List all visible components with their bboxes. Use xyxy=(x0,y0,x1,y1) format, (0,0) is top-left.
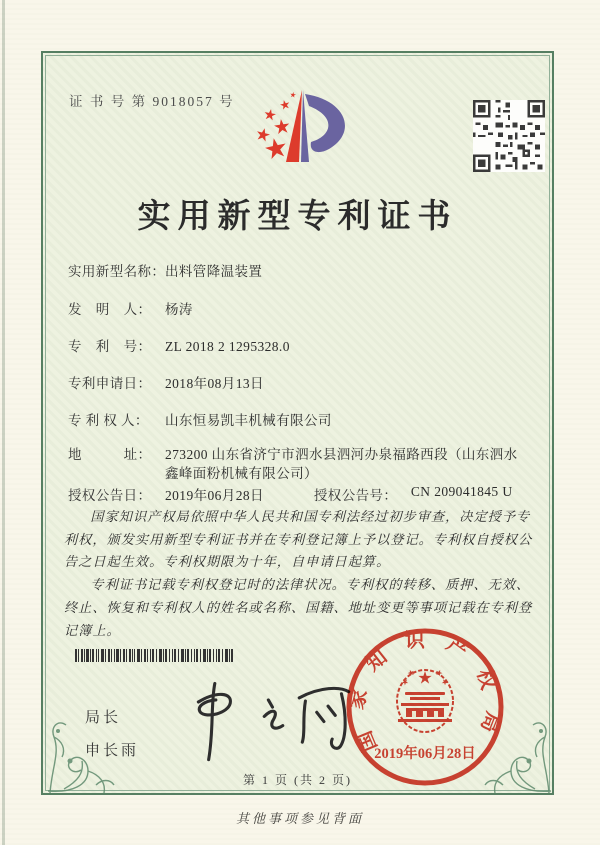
commissioner-title: 局长 xyxy=(85,710,122,726)
barcode-icon xyxy=(75,649,235,662)
page-number-note: 第 1 页 (共 2 页) xyxy=(243,773,352,787)
field-value: 杨涛 xyxy=(165,302,193,317)
commissioner-block xyxy=(85,702,139,768)
field-label: 发 明 人： xyxy=(68,302,152,317)
signature-icon xyxy=(186,672,361,767)
seal-agency-text: 国家知识产权局 xyxy=(345,629,505,755)
field-value: 2018年08月13日 xyxy=(165,376,264,391)
grant-row xyxy=(68,484,513,504)
back-side-note: 其他事项参见背面 xyxy=(235,811,364,826)
field-row-utility-model-name xyxy=(68,262,262,281)
legal-paragraph: 国家知识产权局依照中华人民共和国专利法经过初步审查，决定授予专利权，颁发实用新型专利证书并在专利登记簿上予以登记。专利权自授权公告之日起生效。专利权期限为十年，自申请日起算。 xyxy=(64,509,533,570)
field-row-address xyxy=(68,445,527,483)
grant-date-value: 2019年06月28日 xyxy=(165,488,264,503)
cnipa-logo-icon xyxy=(232,84,380,184)
certificate-title: 实用新型专利证书 xyxy=(137,199,458,235)
national-emblem-icon xyxy=(397,669,453,732)
field-label: 专 利 号： xyxy=(68,339,152,354)
seal-date-text: 2019年06月28日 xyxy=(374,746,476,762)
field-label: 地 址： xyxy=(68,447,152,462)
official-seal-stamp xyxy=(340,622,510,792)
field-label: 实用新型名称： xyxy=(68,264,166,279)
certificate-number: 证 书 号 第 9018057 号 xyxy=(69,94,235,109)
field-label: 专 利 权 人： xyxy=(68,413,149,428)
field-row-patent-number xyxy=(68,337,290,356)
field-row-filing-date xyxy=(68,374,264,393)
legal-paragraph: 专利证书记载专利权登记时的法律状况。专利权的转移、质押、无效、终止、恢复和专利权人的姓名或名称、国籍、地址变更等事项记载在专利登记簿上。 xyxy=(64,577,533,638)
svg-text:国家知识产权局 xyxy=(344,629,507,755)
grant-number-value: CN 209041845 U xyxy=(410,484,513,499)
grant-number-label: 授权公告号： xyxy=(313,488,398,503)
grant-date-label: 授权公告日： xyxy=(68,488,152,503)
commissioner-name: 申长雨 xyxy=(85,743,140,759)
field-row-patentee xyxy=(68,411,332,430)
qr-code-icon xyxy=(473,100,545,172)
field-value: 273200 山东省济宁市泗水县泗河办泉福路西段（山东泗水鑫峰面粉机械有限公司） xyxy=(165,447,518,481)
field-label: 专利申请日： xyxy=(68,376,152,391)
field-row-inventor xyxy=(68,300,193,319)
field-value: ZL 2018 2 1295328.0 xyxy=(165,339,290,354)
field-value: 山东恒易凯丰机械有限公司 xyxy=(165,413,332,428)
field-value: 出料管降温装置 xyxy=(165,264,263,279)
